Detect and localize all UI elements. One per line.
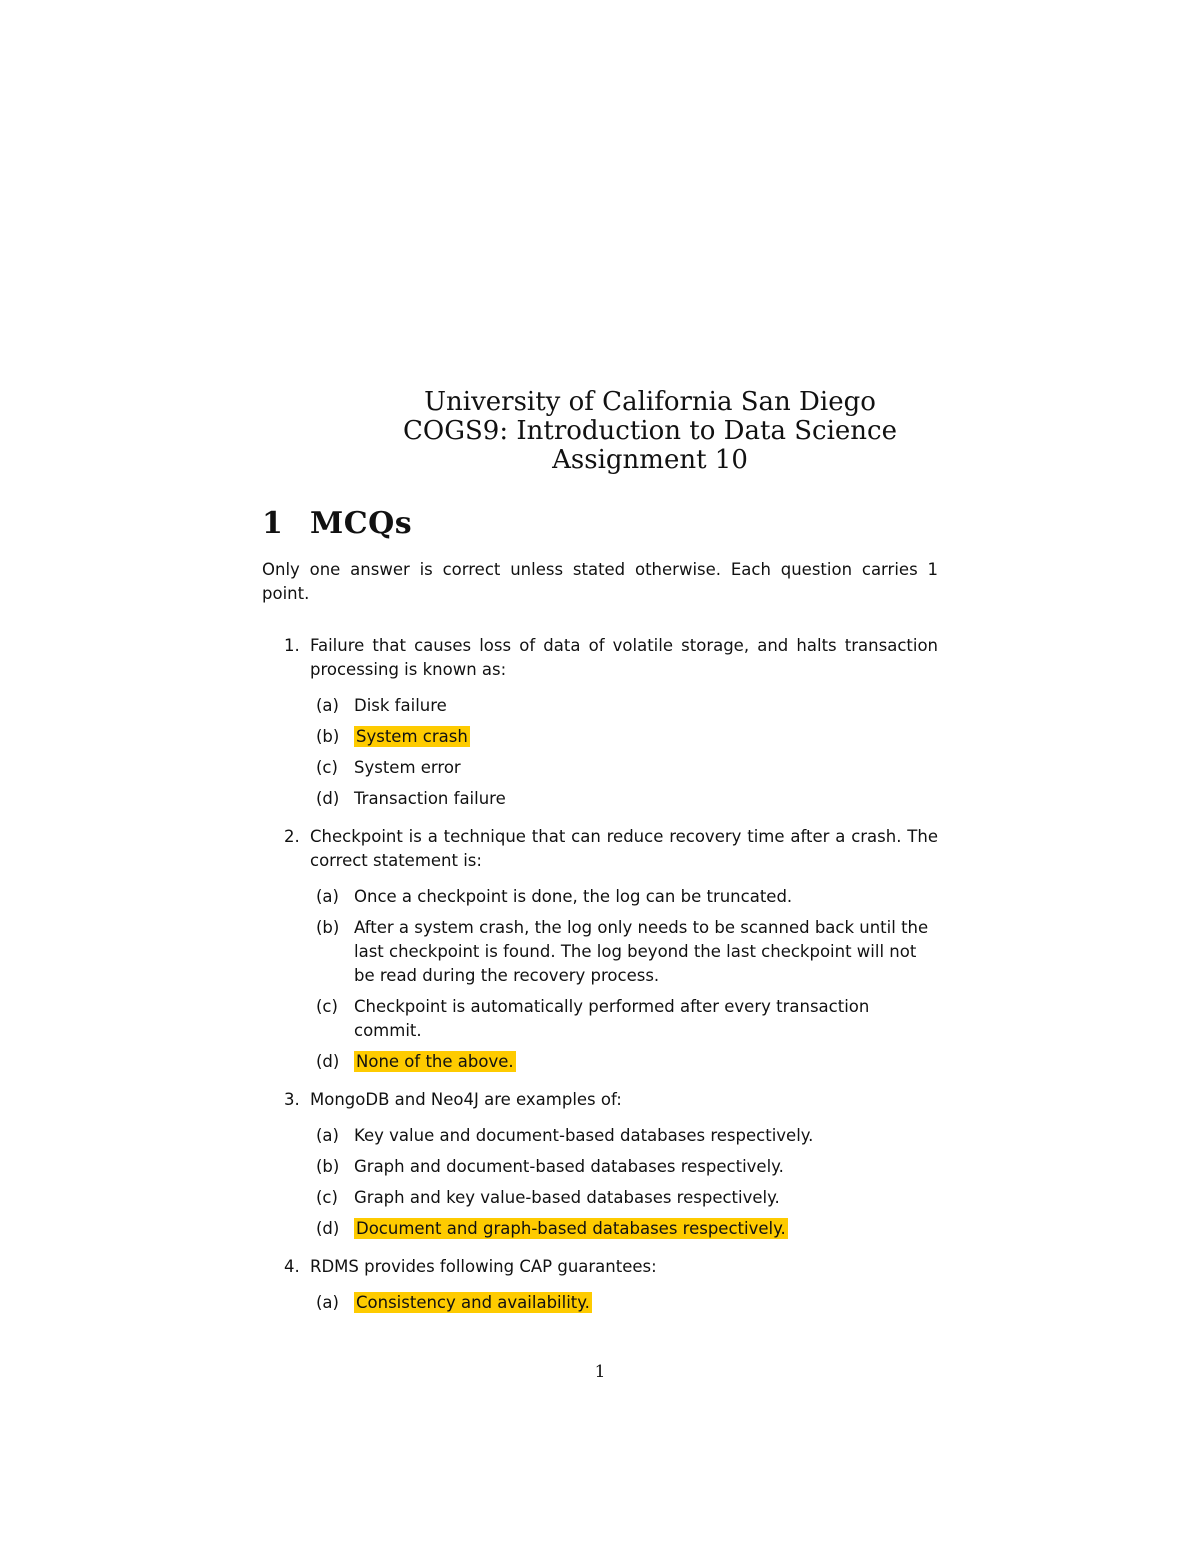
section-title: MCQs — [310, 506, 413, 541]
question-4 — [262, 1255, 938, 1315]
question-number: 3. — [284, 1090, 300, 1109]
course-title: COGS9: Introduction to Data Science — [403, 416, 897, 446]
answer-option-correct — [310, 725, 938, 749]
highlighted-answer: None of the above. — [356, 1052, 514, 1071]
question-text: MongoDB and Neo4J are examples of: — [310, 1090, 622, 1109]
answer-option — [310, 1186, 938, 1210]
answer-option — [310, 694, 938, 718]
answer-option — [310, 885, 938, 909]
option-label: (a) — [316, 887, 339, 906]
question-text: RDMS provides following CAP guarantees: — [310, 1257, 657, 1276]
option-label: (a) — [316, 1126, 339, 1145]
option-label: (c) — [316, 1188, 338, 1207]
question-text: Checkpoint is a technique that can reduce recovery time after a crash. The correct statement is: — [310, 827, 938, 870]
option-label: (d) — [316, 1219, 340, 1238]
answer-option-correct — [310, 1050, 938, 1074]
question-3 — [262, 1088, 938, 1241]
option-label: (c) — [316, 997, 338, 1016]
answer-option-correct — [310, 1217, 938, 1241]
answer-option — [310, 756, 938, 780]
option-label: (a) — [316, 696, 339, 715]
answer-option — [310, 1124, 938, 1148]
option-label: (d) — [316, 1052, 340, 1071]
option-label: (a) — [316, 1293, 339, 1312]
option-label: (b) — [316, 727, 340, 746]
option-label: (c) — [316, 758, 338, 777]
answer-option — [310, 916, 938, 988]
option-label: (b) — [316, 1157, 340, 1176]
answer-option — [310, 1155, 938, 1179]
option-text: Disk failure — [354, 696, 447, 715]
assignment-title: Assignment 10 — [552, 445, 748, 475]
option-label: (d) — [316, 789, 340, 808]
highlighted-answer: Consistency and availability. — [356, 1293, 590, 1312]
question-number: 2. — [284, 827, 300, 846]
answer-option — [310, 787, 938, 811]
section-number: 1 — [262, 506, 284, 541]
question-1 — [262, 634, 938, 811]
question-number: 4. — [284, 1257, 300, 1276]
option-text: Transaction failure — [354, 789, 506, 808]
highlighted-answer: Document and graph-based databases respectively. — [356, 1219, 786, 1238]
option-text: Checkpoint is automatically performed after every transaction commit. — [354, 997, 870, 1040]
document-title-block — [300, 388, 1000, 475]
question-text: Failure that causes loss of data of volatile storage, and halts transaction processing is known as: — [310, 636, 938, 679]
document-body — [262, 558, 938, 1329]
option-text: Once a checkpoint is done, the log can be truncated. — [354, 887, 793, 906]
option-label: (b) — [316, 918, 340, 937]
question-number: 1. — [284, 636, 300, 655]
option-text: Key value and document-based databases respectively. — [354, 1126, 814, 1145]
instructions: Only one answer is correct unless stated otherwise. Each question carries 1 point. — [262, 560, 938, 603]
section-heading — [262, 506, 412, 541]
option-text: Graph and key value-based databases respectively. — [354, 1188, 780, 1207]
question-2 — [262, 825, 938, 1074]
option-text: System error — [354, 758, 461, 777]
answer-option — [310, 995, 938, 1043]
answer-option-correct — [310, 1291, 938, 1315]
option-text: Graph and document-based databases respectively. — [354, 1157, 784, 1176]
page-number: 1 — [594, 1362, 606, 1382]
highlighted-answer: System crash — [356, 727, 468, 746]
university-name: University of California San Diego — [424, 387, 876, 417]
option-text: After a system crash, the log only needs to be scanned back until the last checkpoint is found. The log beyond the last checkpoint will not be read during the recovery process. — [354, 918, 929, 985]
